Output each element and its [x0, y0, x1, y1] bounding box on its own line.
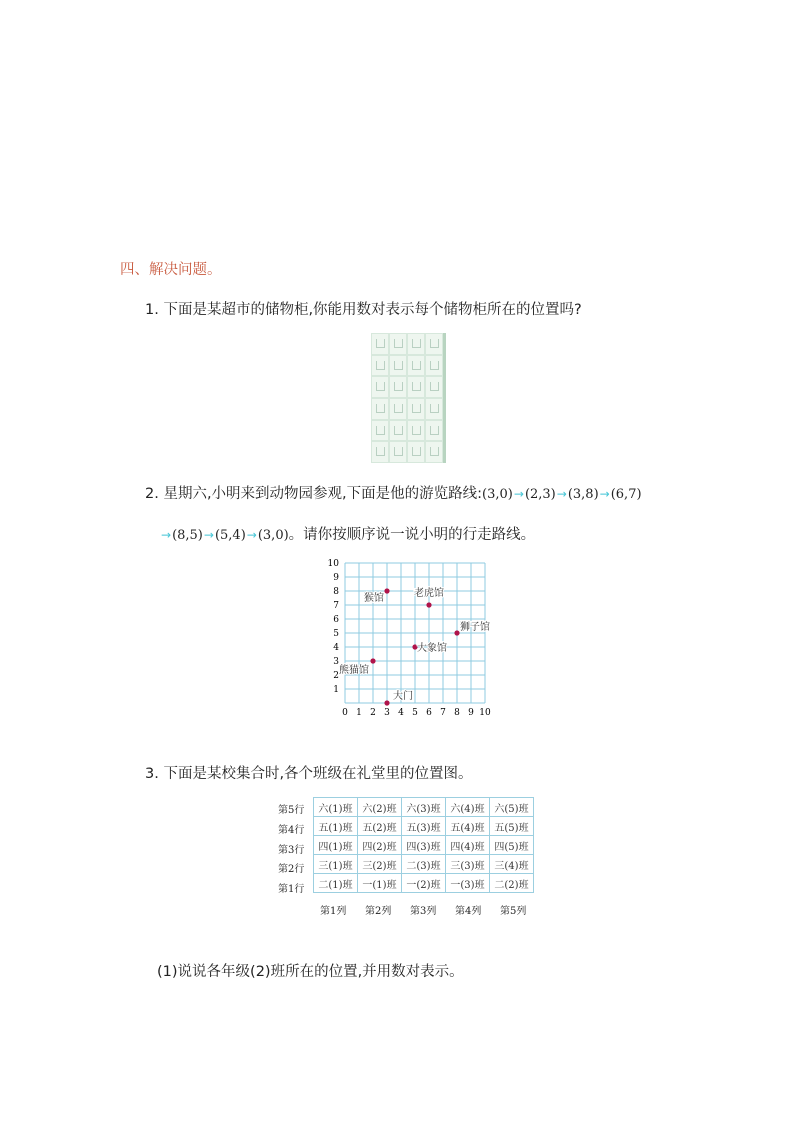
- locker-cell: [425, 355, 443, 377]
- row-label: 第3行: [278, 844, 305, 856]
- x-tick-label: 1: [356, 708, 362, 718]
- class-cell: 二(1)班: [314, 874, 358, 893]
- class-cell: 二(2)班: [490, 874, 534, 893]
- class-cell: 六(4)班: [446, 798, 490, 817]
- class-cell: 六(5)班: [490, 798, 534, 817]
- locker-cell: [389, 376, 407, 398]
- y-tick-label: 9: [333, 573, 339, 583]
- class-cell: 一(1)班: [358, 874, 402, 893]
- column-label: 第4列: [455, 906, 482, 917]
- table-row: [314, 798, 534, 817]
- locker-cell: [389, 355, 407, 377]
- arrow-icon: →: [599, 487, 610, 501]
- class-cell: 四(5)班: [490, 836, 534, 855]
- x-tick-label: 4: [398, 708, 404, 718]
- locker-cell: [389, 441, 407, 463]
- y-tick-label: 5: [333, 629, 339, 639]
- locker-cell: [425, 441, 443, 463]
- y-tick-label: 10: [327, 559, 339, 569]
- locker-cell: [371, 398, 389, 420]
- data-point: [384, 700, 389, 705]
- question-2-text: 2. 星期六,小明来到动物园参观,下面是他的游览路线:: [145, 486, 483, 502]
- class-cell: 五(2)班: [358, 817, 402, 836]
- zoo-map-chart: [325, 555, 505, 720]
- locker-cell: [407, 355, 425, 377]
- data-point: [384, 588, 389, 593]
- column-label: 第2列: [365, 906, 392, 917]
- question-3-sub-1: (1)说说各年级(2)班所在的位置,并用数对表示。: [157, 964, 464, 980]
- class-cell: 六(3)班: [402, 798, 446, 817]
- route-point: (8,5): [172, 528, 203, 543]
- locker-cell: [407, 333, 425, 355]
- locker-cell: [389, 420, 407, 442]
- class-cell: 四(3)班: [402, 836, 446, 855]
- data-point: [370, 658, 375, 663]
- row-label: 第4行: [278, 824, 305, 836]
- route-point: (3,0): [482, 487, 513, 502]
- x-tick-label: 3: [384, 708, 390, 718]
- locker-cell: [407, 398, 425, 420]
- class-cell: 五(3)班: [402, 817, 446, 836]
- table-row: [314, 836, 534, 855]
- question-2-line-2: [160, 523, 535, 544]
- class-cell: 一(2)班: [402, 874, 446, 893]
- locker-cell: [371, 355, 389, 377]
- x-tick-label: 6: [426, 708, 432, 718]
- y-tick-label: 3: [333, 657, 339, 667]
- x-tick-label: 8: [454, 708, 460, 718]
- class-cell: 一(3)班: [446, 874, 490, 893]
- class-cell: 二(3)班: [402, 855, 446, 874]
- column-label: 第3列: [410, 906, 437, 917]
- locker-cell: [425, 398, 443, 420]
- route-point: (3,0): [257, 528, 289, 543]
- y-tick-label: 8: [333, 587, 339, 597]
- x-tick-label: 0: [342, 708, 348, 718]
- class-cell: 四(1)班: [314, 836, 358, 855]
- point-label: 大门: [393, 691, 413, 702]
- arrow-icon: →: [161, 528, 172, 542]
- point-label: 狮子馆: [460, 622, 490, 633]
- arrow-icon: →: [513, 487, 524, 501]
- table-row: [314, 855, 534, 874]
- row-label: 第1行: [278, 884, 305, 896]
- x-tick-label: 5: [412, 708, 418, 718]
- table-row: [314, 874, 534, 893]
- point-label: 熊猫馆: [339, 665, 369, 676]
- locker-cell: [371, 376, 389, 398]
- locker-cell: [425, 376, 443, 398]
- data-point: [454, 630, 459, 635]
- locker-cell: [407, 441, 425, 463]
- arrow-icon: →: [556, 487, 567, 501]
- row-label: 第2行: [278, 864, 305, 876]
- x-tick-label: 7: [440, 708, 446, 718]
- class-cell: 三(3)班: [446, 855, 490, 874]
- locker-cell: [371, 441, 389, 463]
- question-2-line-1: [145, 482, 642, 503]
- locker-cabinet-image: [371, 333, 446, 463]
- y-tick-label: 1: [333, 685, 339, 695]
- question-3: 3. 下面是某校集合时,各个班级在礼堂里的位置图。: [145, 766, 473, 782]
- locker-cell: [425, 420, 443, 442]
- locker-cell: [425, 333, 443, 355]
- question-1: 1. 下面是某超市的储物柜,你能用数对表示每个储物柜所在的位置吗?: [145, 302, 582, 318]
- class-cell: 四(4)班: [446, 836, 490, 855]
- column-label: 第1列: [320, 906, 347, 917]
- question-2-text-end: 。请你按顺序说一说小明的行走路线。: [288, 527, 536, 543]
- route-point: (5,4): [214, 528, 246, 543]
- x-tick-label: 2: [370, 708, 376, 718]
- row-label: 第5行: [278, 805, 305, 816]
- class-cell: 四(2)班: [358, 836, 402, 855]
- class-cell: 三(2)班: [358, 855, 402, 874]
- x-tick-label: 9: [468, 708, 474, 718]
- point-label: 大象馆: [417, 643, 447, 654]
- locker-cell: [407, 420, 425, 442]
- locker-cell: [389, 398, 407, 420]
- y-tick-label: 7: [333, 601, 339, 611]
- route-point: (6,7): [610, 487, 642, 502]
- locker-cell: [371, 333, 389, 355]
- y-tick-label: 6: [333, 615, 339, 625]
- locker-cell: [407, 376, 425, 398]
- arrow-icon: →: [246, 528, 257, 542]
- route-point: (3,8): [567, 487, 599, 502]
- route-point: (2,3): [524, 487, 556, 502]
- point-label: 老虎馆: [414, 588, 444, 599]
- data-point: [426, 602, 431, 607]
- class-cell: 五(4)班: [446, 817, 490, 836]
- class-cell: 五(5)班: [490, 817, 534, 836]
- table-row: [314, 817, 534, 836]
- seating-table: [313, 797, 534, 893]
- arrow-icon: →: [203, 528, 214, 542]
- locker-cell: [371, 420, 389, 442]
- column-label: 第5列: [500, 906, 527, 917]
- class-cell: 三(1)班: [314, 855, 358, 874]
- locker-cell: [389, 333, 407, 355]
- x-tick-label: 10: [479, 708, 491, 718]
- class-cell: 六(1)班: [314, 798, 358, 817]
- point-label: 猴馆: [364, 593, 384, 604]
- y-tick-label: 4: [333, 643, 339, 653]
- class-cell: 六(2)班: [358, 798, 402, 817]
- class-cell: 三(4)班: [490, 855, 534, 874]
- section-title: 四、解决问题。: [120, 262, 222, 278]
- class-cell: 五(1)班: [314, 817, 358, 836]
- y-tick-label: 2: [333, 671, 339, 681]
